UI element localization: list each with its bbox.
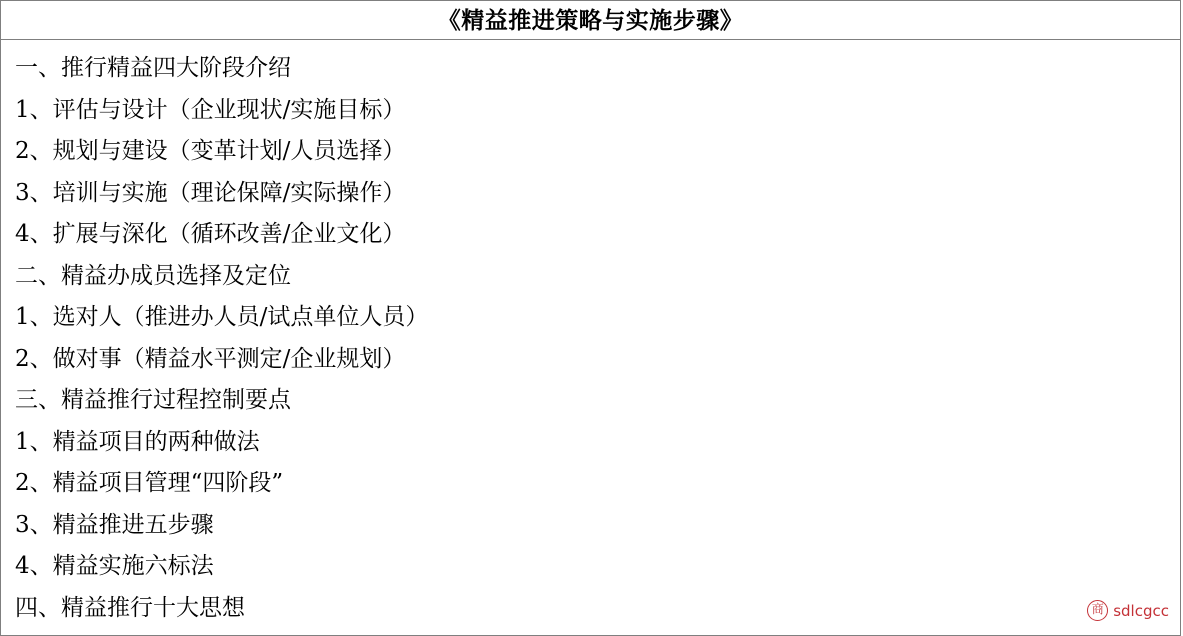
outline-line-item-3-4: 4、精益实施六标法 <box>15 553 214 579</box>
watermark <box>1087 600 1169 621</box>
outline-line-item-3-2: 2、精益项目管理“四阶段” <box>15 470 284 496</box>
outline-line-section-1: 一、推行精益四大阶段介绍 <box>15 55 291 81</box>
outline-line-item-3-1: 1、精益项目的两种做法 <box>15 428 260 455</box>
outline-line-item-1-2: 2、规划与建设（变革计划/人员选择） <box>15 138 406 164</box>
circle-badge-icon: 商 <box>1087 600 1108 621</box>
outline-line-section-2: 二、精益办成员选择及定位 <box>15 262 291 289</box>
table-body-cell <box>1 40 1180 635</box>
outline-line-item-3-3: 3、精益推进五步骤 <box>15 511 214 538</box>
watermark-text: sdlcgcc <box>1113 601 1169 620</box>
outline-line-item-2-1: 1、选对人（推进办人员/试点单位人员） <box>15 304 429 330</box>
outline-line-item-1-1: 1、评估与设计（企业现状/实施目标） <box>15 96 406 123</box>
outline-line-item-1-3: 3、培训与实施（理论保障/实际操作） <box>15 179 406 206</box>
outline-line-item-2-2: 2、做对事（精益水平测定/企业规划） <box>15 345 406 372</box>
outline-line-item-1-4: 4、扩展与深化（循环改善/企业文化） <box>15 221 406 247</box>
table-title-row <box>1 0 1180 40</box>
outline-line-section-3: 三、精益推行过程控制要点 <box>15 387 291 413</box>
document-title: 《精益推进策略与实施步骤》 <box>437 6 744 34</box>
outline-line-section-4: 四、精益推行十大思想 <box>15 594 245 621</box>
